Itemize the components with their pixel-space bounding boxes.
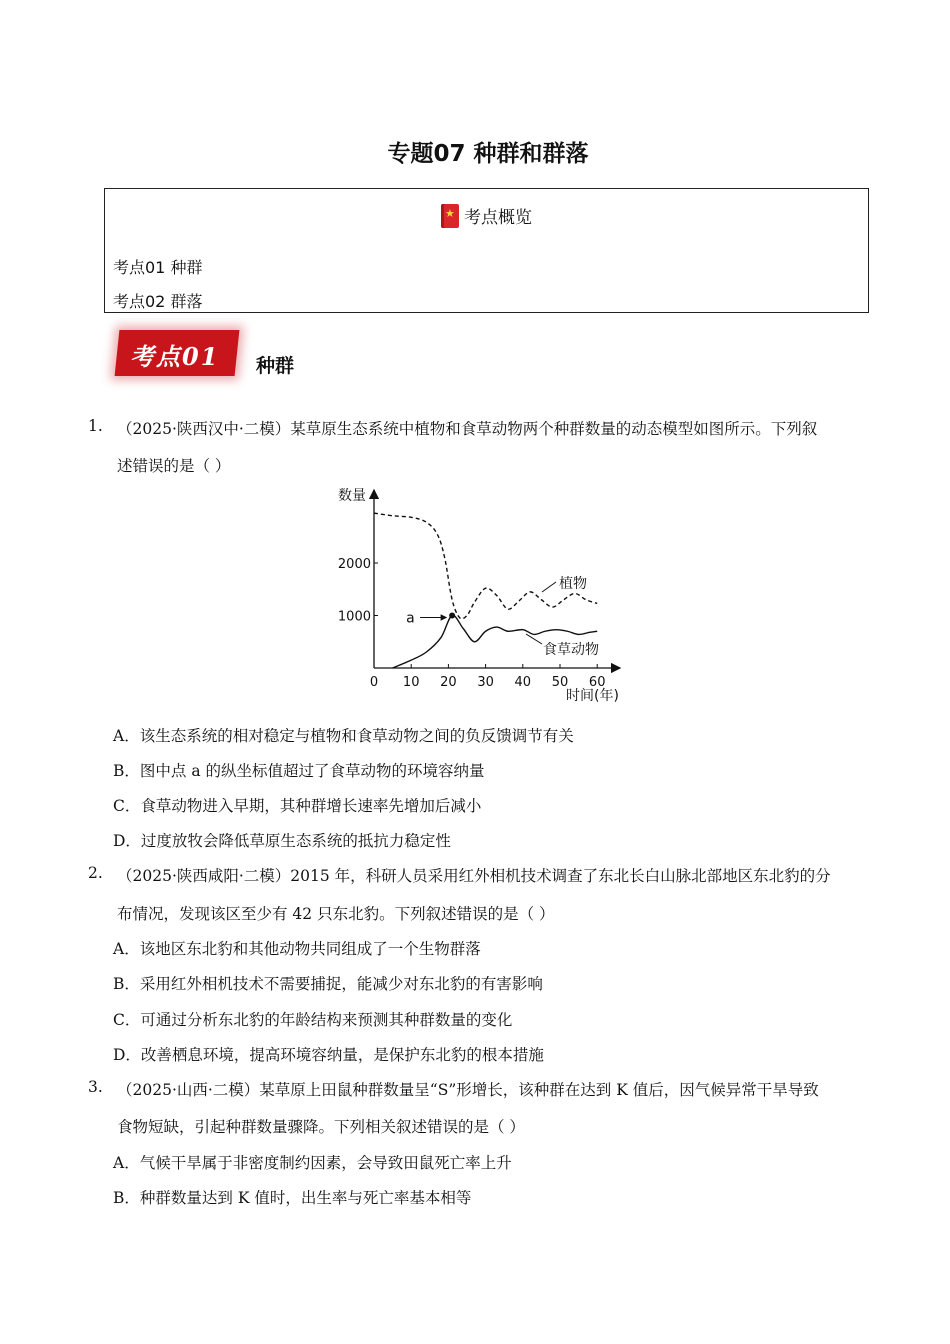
series-label-leader [526,634,542,644]
book-icon [441,204,459,228]
section-name: 种群 [256,355,295,377]
option: C．食草动物进入早期，其种群增长速率先增加后减小 [113,797,482,815]
x-tick-label: 50 [551,675,569,690]
series-label-leader [542,582,556,592]
option: B．种群数量达到 K 值时，出生率与死亡率基本相等 [113,1189,472,1207]
x-tick-label: 0 [369,675,379,690]
question-text: 述错误的是（ ） [117,457,231,475]
point-a-label: a [406,610,415,627]
section-badge-text: 考点01 [130,342,220,371]
option: A．气候干旱属于非密度制约因素，会导致田鼠死亡率上升 [113,1154,512,1172]
overview-heading-text: 考点概览 [464,208,532,228]
x-tick-label: 10 [402,675,420,690]
question-text: 食物短缺，引起种群数量骤降。下列相关叙述错误的是（ ） [117,1118,525,1136]
y-axis-label: 数量 [338,488,366,504]
page-title: 专题07 种群和群落 [387,141,589,167]
option: C．可通过分析东北豹的年龄结构来预测其种群数量的变化 [113,1011,513,1029]
y-tick-label: 1000 [337,609,371,625]
x-tick-label: 20 [440,675,457,690]
overview-box [104,188,869,313]
x-axis-label: 时间(年) [566,688,619,704]
population-chart [330,478,640,708]
question-number: 1. [88,417,103,435]
overview-heading [105,203,868,228]
plant-series-line [374,513,597,619]
question-number: 3. [88,1078,103,1096]
question-text: （2025·陕西咸阳·二模）2015 年，科研人员采用红外相机技术调查了东北长白山脉北部地区东北豹的分 [117,867,831,885]
question-number: 2. [88,864,103,882]
overview-item: 考点01 种群 [113,258,203,277]
x-tick-label: 60 [588,675,606,690]
question-text: （2025·山西·二模）某草原上田鼠种群数量呈“S”形增长，该种群在达到 K 值后，因气候异常干旱导致 [117,1081,819,1099]
series-label: 植物 [559,576,587,592]
series-label: 食草动物 [543,642,599,658]
option: B．采用红外相机技术不需要捕捉，能减少对东北豹的有害影响 [113,975,543,993]
option: A．该生态系统的相对稳定与植物和食草动物之间的负反馈调节有关 [113,727,574,745]
y-tick-label: 2000 [337,557,371,572]
x-tick-label: 30 [477,675,494,690]
option: B．图中点 a 的纵坐标值超过了食草动物的环境容纳量 [113,762,485,780]
question-text: 布情况，发现该区至少有 42 只东北豹。下列叙述错误的是（ ） [117,905,555,923]
question-text: （2025·陕西汉中·二模）某草原生态系统中植物和食草动物两个种群数量的动态模型如图所示。下列叙 [117,420,818,438]
option: A．该地区东北豹和其他动物共同组成了一个生物群落 [113,940,481,958]
point-a-marker [449,613,455,619]
option: D．过度放牧会降低草原生态系统的抵抗力稳定性 [113,832,451,850]
option: D．改善栖息环境，提高环境容纳量，是保护东北豹的根本措施 [113,1046,544,1064]
x-tick-label: 40 [514,675,532,690]
overview-item: 考点02 群落 [113,292,203,311]
